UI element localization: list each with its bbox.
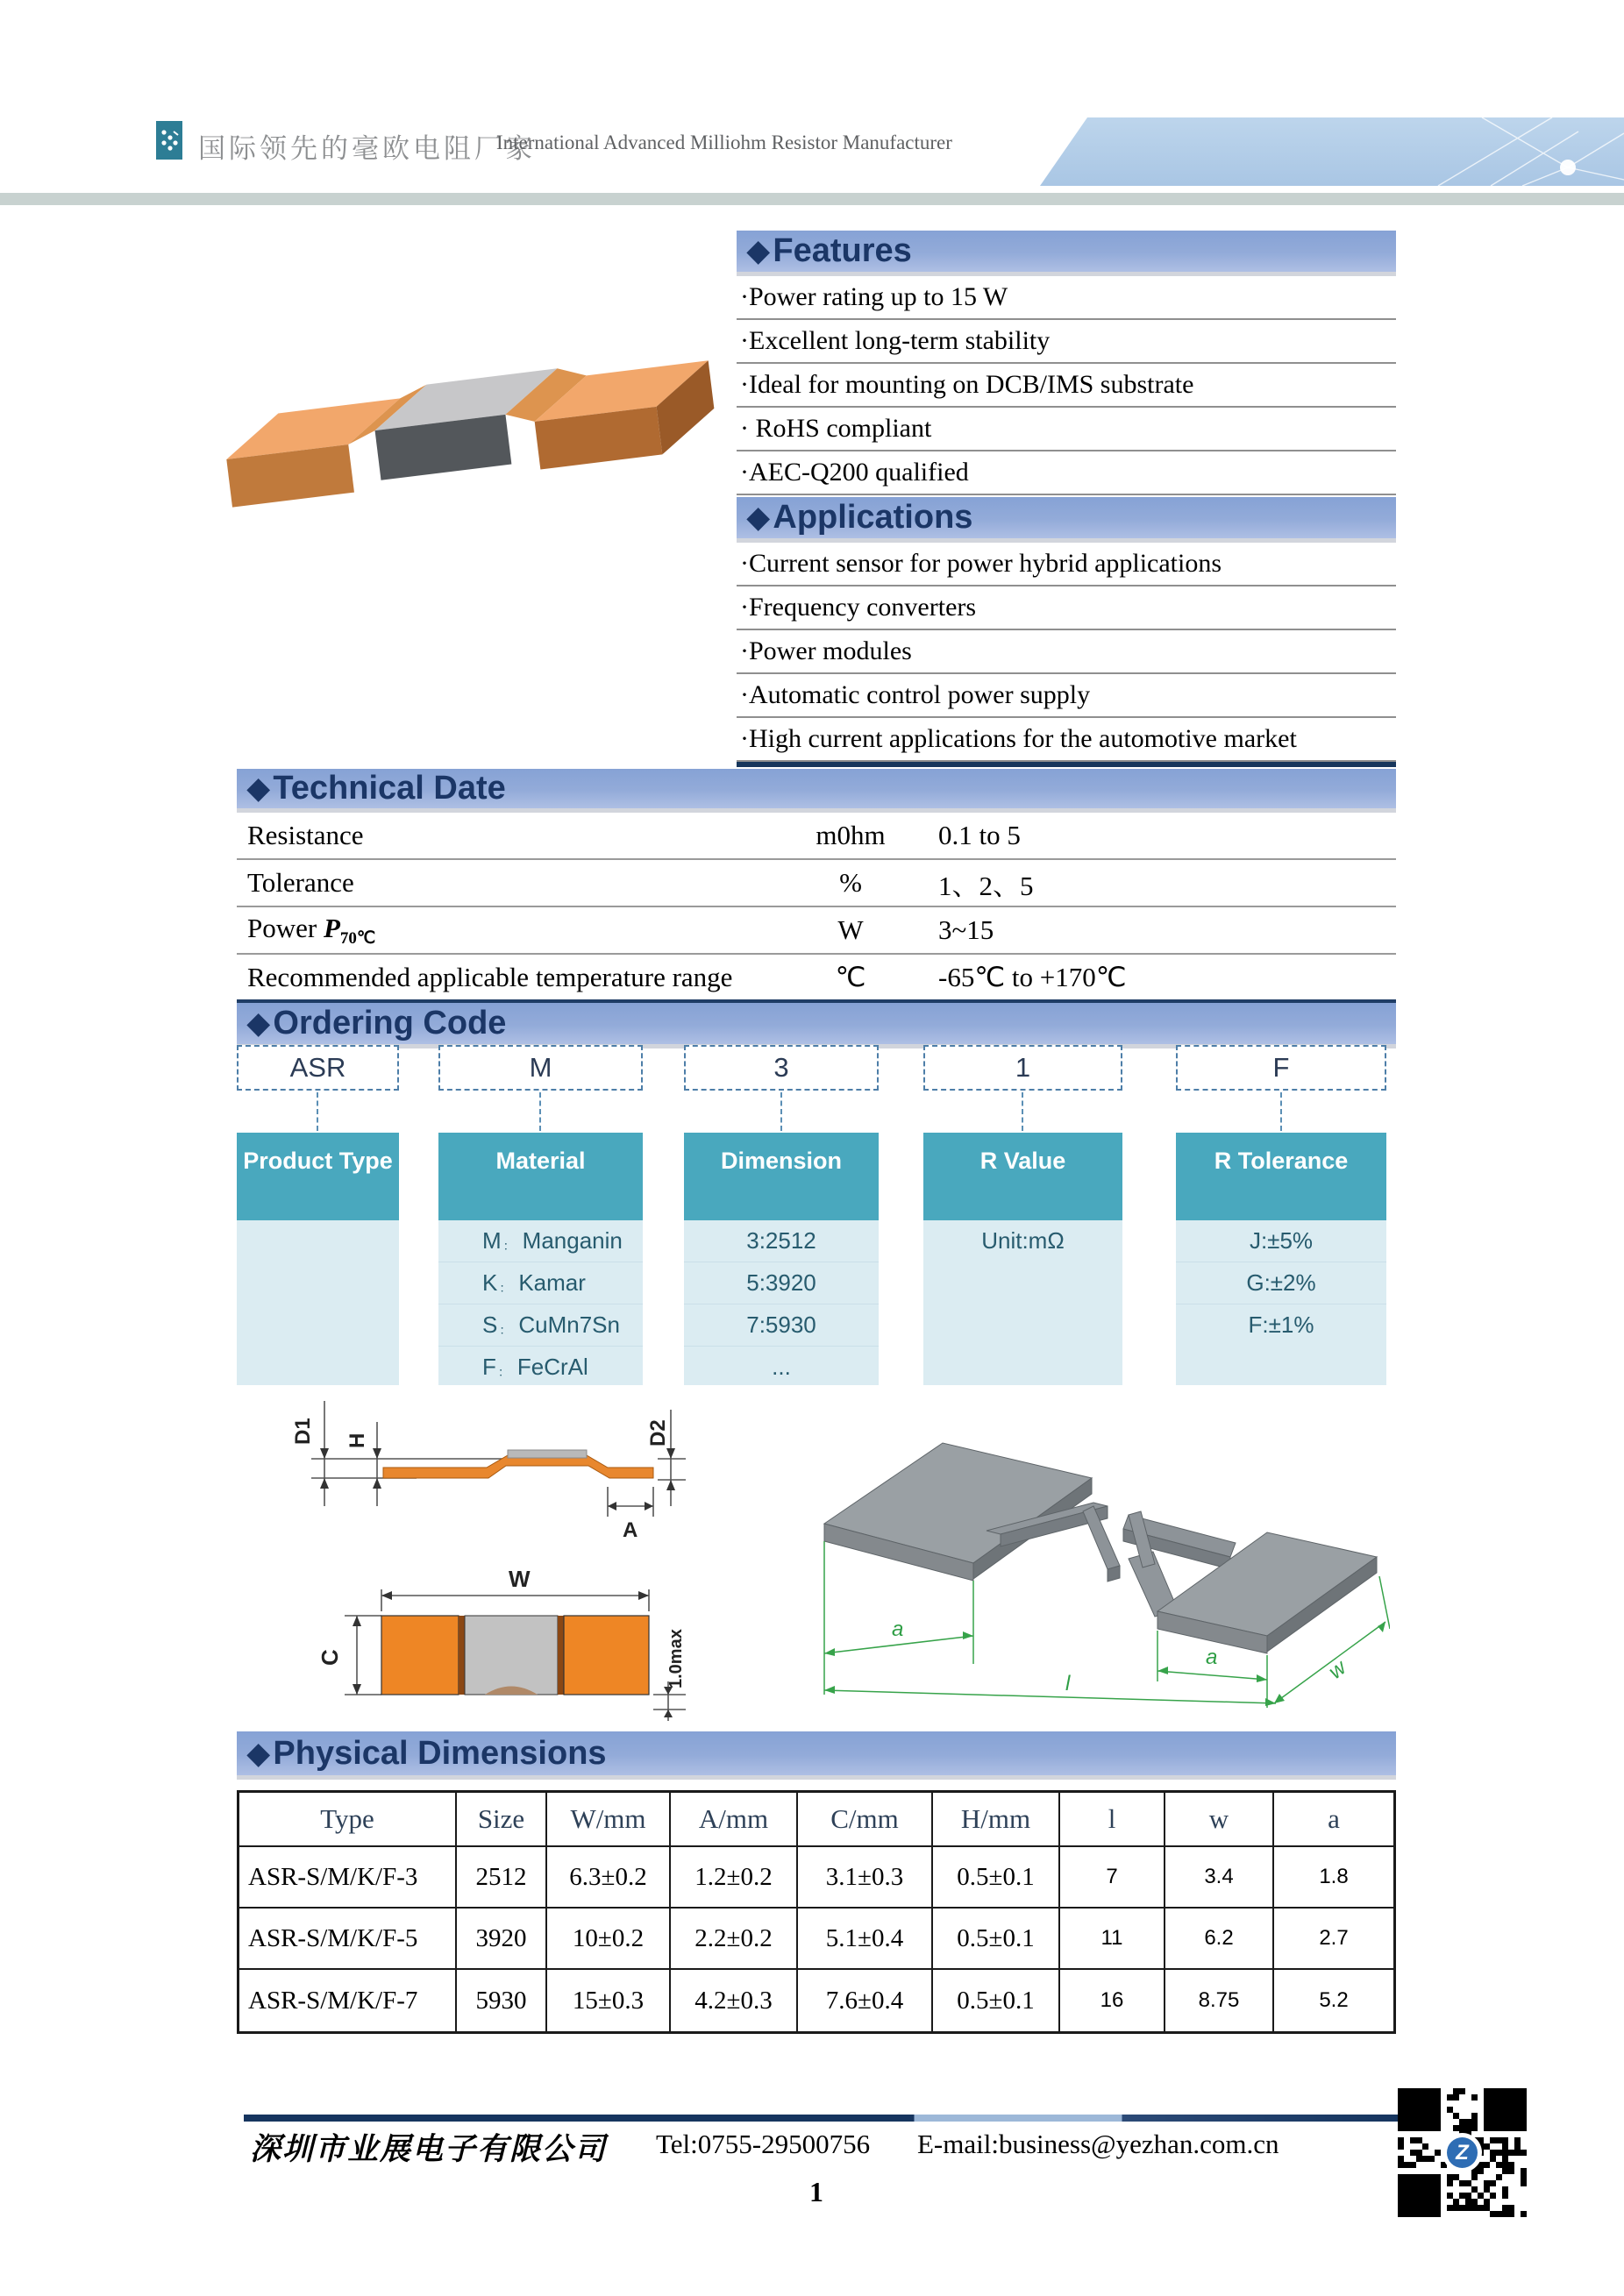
cell: 2.7 — [1274, 1909, 1393, 1970]
table-row — [239, 1970, 1393, 2031]
cell: 10±0.2 — [547, 1909, 671, 1970]
physical-title: Physical Dimensions — [273, 1734, 607, 1772]
dimension-option: ... — [772, 1354, 791, 1380]
brand-english: International Advanced Milliohm Resistor Manufacturer — [496, 132, 952, 153]
col-header: Type — [239, 1793, 457, 1847]
table-row — [237, 813, 1396, 860]
col-header: H/mm — [933, 1793, 1060, 1847]
cell: 5930 — [457, 1970, 547, 2031]
col-header: W/mm — [547, 1793, 671, 1847]
svg-text:w: w — [1324, 1655, 1351, 1684]
power-symbol: P — [323, 912, 340, 943]
svg-text:a: a — [892, 1617, 904, 1641]
dimension-drawing-2d — [285, 1392, 688, 1721]
rvalue-note: Unit:mΩ — [981, 1227, 1065, 1254]
feature-item: ·AEC-Q200 qualified — [737, 451, 1396, 495]
table-row — [237, 955, 1396, 1002]
physical-table — [237, 1790, 1396, 2034]
column-body-rtolerance — [1176, 1220, 1386, 1385]
table-row — [239, 1847, 1393, 1909]
material-option: M ： Manganin — [438, 1220, 643, 1262]
rtolerance-option: J:±5% — [1176, 1220, 1386, 1262]
ordering-header — [237, 999, 1396, 1048]
tech-label: Tolerance — [247, 867, 354, 898]
column-header-rvalue: R Value — [923, 1133, 1122, 1220]
product-image — [215, 289, 723, 552]
cell: 2.2±0.2 — [671, 1909, 798, 1970]
feature-item: · RoHS compliant — [737, 408, 1396, 451]
cell: 3.1±0.3 — [798, 1847, 933, 1909]
rtolerance-option: G:±2% — [1176, 1262, 1386, 1304]
cell: ASR-S/M/K/F-5 — [239, 1909, 457, 1970]
col-header: A/mm — [671, 1793, 798, 1847]
column-body-material — [438, 1220, 643, 1385]
code-box-rtolerance: F — [1176, 1045, 1386, 1091]
code-box-material: M — [438, 1045, 643, 1091]
column-body-product-type — [237, 1220, 399, 1385]
cell: 0.5±0.1 — [933, 1909, 1060, 1970]
material-option: F ： FeCrAl — [482, 1354, 588, 1380]
table-row — [237, 907, 1396, 955]
rtolerance-option: F:±1% — [1248, 1311, 1314, 1338]
svg-text:W: W — [509, 1566, 531, 1592]
application-item: ·High current applications for the automotive market — [737, 718, 1396, 762]
dimension-option: 7:5930 — [684, 1304, 879, 1347]
features-title: Features — [773, 232, 912, 269]
cell: 16 — [1060, 1970, 1165, 2031]
column-header-material: Material — [438, 1133, 643, 1220]
svg-text:a: a — [1206, 1646, 1218, 1669]
cell: 5.1±0.4 — [798, 1909, 933, 1970]
dimension-drawing-3d — [811, 1401, 1390, 1717]
applications-title: Applications — [773, 499, 973, 536]
svg-text:l: l — [1065, 1672, 1071, 1695]
tech-unit: ℃ — [835, 962, 866, 992]
svg-text:A: A — [623, 1518, 638, 1542]
technical-header — [237, 769, 1396, 813]
tech-label: Resistance — [247, 820, 364, 850]
code-connector — [780, 1092, 782, 1131]
code-connector — [1280, 1092, 1282, 1131]
dimension-option: 3:2512 — [684, 1220, 879, 1262]
technical-title: Technical Date — [273, 770, 506, 807]
applications-header — [737, 497, 1396, 543]
diamond-icon: ◆ — [747, 234, 770, 267]
qr-code — [1398, 2088, 1527, 2217]
cell: 0.5±0.1 — [933, 1970, 1060, 2031]
tech-label: Power $P_{70℃}$ — [247, 912, 376, 948]
col-header: C/mm — [798, 1793, 933, 1847]
company-name: 深圳市业展电子有限公司 — [250, 2132, 608, 2166]
cell: 2512 — [457, 1847, 547, 1909]
table-row — [237, 860, 1396, 907]
col-header: l — [1060, 1793, 1165, 1847]
svg-text:D2: D2 — [646, 1419, 670, 1447]
tech-value: 0.1 to 5 — [938, 820, 1021, 850]
power-subscript: 70℃ — [339, 928, 376, 948]
code-box-dimension: 3 — [684, 1045, 879, 1091]
telephone: Tel:0755-29500756 — [656, 2129, 871, 2159]
column-header-rtolerance: R Tolerance — [1176, 1133, 1386, 1220]
physical-header — [237, 1731, 1396, 1780]
svg-text:D1: D1 — [291, 1418, 315, 1445]
qr-logo-letter: Z — [1447, 2137, 1478, 2168]
diamond-icon: ◆ — [247, 1736, 270, 1769]
tech-label: Recommended applicable temperature range — [247, 962, 733, 992]
cell: 3.4 — [1165, 1847, 1274, 1909]
code-connector — [539, 1092, 541, 1131]
technical-table — [237, 813, 1396, 1002]
cell: 7.6±0.4 — [798, 1970, 933, 2031]
feature-item: ·Ideal for mounting on DCB/IMS substrate — [737, 364, 1396, 408]
column-header-dimension: Dimension — [684, 1133, 879, 1220]
feature-item: ·Power rating up to 15 W — [737, 276, 1396, 320]
tech-unit: W — [837, 914, 864, 945]
cell: 3920 — [457, 1909, 547, 1970]
feature-item: ·Excellent long-term stability — [737, 320, 1396, 364]
tech-unit: % — [839, 867, 862, 898]
code-connector — [1022, 1092, 1023, 1131]
features-header — [737, 231, 1396, 276]
svg-text:H: H — [345, 1432, 369, 1448]
header-decoration — [0, 0, 1624, 210]
application-item: ·Power modules — [737, 630, 1396, 674]
column-header-product-type: Product Type — [237, 1133, 399, 1220]
code-box-rvalue: 1 — [923, 1045, 1122, 1091]
cell: 1.2±0.2 — [671, 1847, 798, 1909]
page-number: 1 — [809, 2176, 823, 2207]
cell: ASR-S/M/K/F-7 — [239, 1970, 457, 2031]
code-box-product: ASR — [237, 1045, 399, 1091]
diamond-icon: ◆ — [747, 501, 770, 533]
cell: 15±0.3 — [547, 1970, 671, 2031]
tech-value: 1、2、5 — [938, 870, 1034, 901]
col-header: a — [1274, 1793, 1393, 1847]
cell: 0.5±0.1 — [933, 1847, 1060, 1909]
tech-value: -65℃ to +170℃ — [938, 962, 1127, 992]
column-body-rvalue — [923, 1220, 1122, 1385]
brand-chinese: 国际领先的毫欧电阻厂家 — [198, 133, 536, 164]
tech-unit: m0hm — [816, 820, 886, 850]
table-header-row — [239, 1793, 1393, 1847]
cell: 6.2 — [1165, 1909, 1274, 1970]
cell: 4.2±0.3 — [671, 1970, 798, 2031]
table-row — [239, 1909, 1393, 1970]
cell: ASR-S/M/K/F-3 — [239, 1847, 457, 1909]
cell: 1.8 — [1274, 1847, 1393, 1909]
code-connector — [317, 1092, 318, 1131]
email: E-mail:business@yezhan.com.cn — [917, 2129, 1279, 2159]
material-option: S ： CuMn7Sn — [438, 1304, 643, 1347]
svg-text:C: C — [317, 1649, 343, 1666]
material-option: K ： Kamar — [438, 1262, 643, 1304]
qr-logo — [1442, 2133, 1482, 2172]
diamond-icon: ◆ — [247, 771, 270, 804]
application-item: ·Current sensor for power hybrid applications — [737, 543, 1396, 586]
dimension-option: 5:3920 — [684, 1262, 879, 1304]
diamond-icon: ◆ — [247, 1006, 270, 1039]
ordering-title: Ordering Code — [273, 1005, 507, 1041]
col-header: w — [1165, 1793, 1274, 1847]
cell: 11 — [1060, 1909, 1165, 1970]
features-list — [737, 276, 1396, 495]
col-header: Size — [457, 1793, 547, 1847]
application-item: ·Frequency converters — [737, 586, 1396, 630]
svg-text:1.0max: 1.0max — [666, 1629, 686, 1688]
header-divider-bar — [0, 193, 1624, 205]
column-body-dimension — [684, 1220, 879, 1385]
tech-value: 3~15 — [938, 914, 994, 945]
cell: 6.3±0.2 — [547, 1847, 671, 1909]
cell: 5.2 — [1319, 1988, 1349, 2012]
cell: 8.75 — [1165, 1970, 1274, 2031]
applications-list — [737, 543, 1396, 767]
footer-divider — [244, 2115, 1400, 2122]
application-item: ·Automatic control power supply — [737, 674, 1396, 718]
cell: 7 — [1060, 1847, 1165, 1909]
